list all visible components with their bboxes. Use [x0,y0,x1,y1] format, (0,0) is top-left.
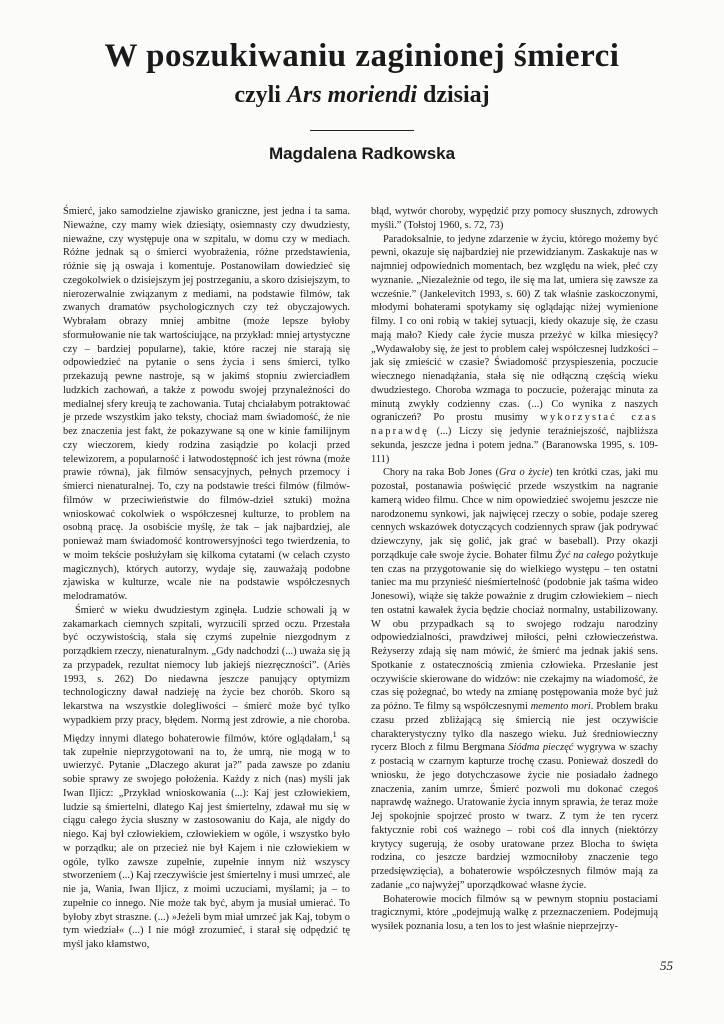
article-subtitle [40,80,684,110]
film-title-2: Żyć na całego [555,549,615,561]
article-author: Magdalena Radkowska [268,144,456,163]
title-divider [310,130,414,131]
subtitle-suffix: dzisiaj [417,82,490,108]
subtitle-latin-phrase: Ars moriendi [286,82,417,108]
film-title-1: Gra o życie [499,467,550,479]
left-text-column [63,205,350,951]
spaced-emphasis: wykorzystać czas naprawdę [371,412,658,437]
right-paragraph-3-part-1: Chory na raka Bob Jones ( [383,467,500,479]
page-number: 55 [660,958,673,973]
footnote-marker: 1 [332,728,337,739]
right-paragraph-1: błąd, wytwór choroby, wypędzić przy pomocy słusznych, zdrowych myśli.” (Tołstoj 1960, s. 72, 73) [371,206,658,231]
article-title: W poszukiwaniu zaginionej śmierci [104,38,620,74]
left-paragraph-1: Śmierć, jako samodzielne zjawisko graniczne, jest jedna i ta sama. Nieważne, czy mamy wiek dziesiąty, osiemnasty czy dwudziesty, nieważne, czy występuje ona w szpitalu, w domu czy w mediach. Różne jednak są o śmierci wyobrażenia, różne przedstawienia, różnie się ją oswaja i komentuje. Postanowiłam dowiedzieć się czegokolwiek o dzisiejszym jej postrzeganiu, a skoro dzisiejszym, to nierozerwalnie związanym z mediami, na podstawie filmów, tak zwanych dramatów psychologicznych czy też obyczajowych. Wybrałam obrazy mniej ambitne (może lepsze byłoby sformułowanie nie tak wartościujące, na przykład: mniej artystyczne czy – bardziej popularne), takie, które raczej nie starają się odpowiedzieć na pytanie o sens życia i sens śmierci, tylko przekazują pewne nastroje, są w jakimś stopniu zwierciadłem ludzkich zachowań, a także z powodu swojej przynależności do medialnej sfery kreują te zachowania. Tutaj chciałabym potraktować je przede wszystkim jako teksty, chociaż mam świadomość, że nie bez znaczenia jest fakt, że pokazywane są one w kinie familijnym czy wieczorem, kiedy rodzina zasiądzie po kolacji przed telewizorem, a popularność i łatwodostępność ich jest równa (może prawie równa), jak filmów sensacyjnych, pełnych przemocy i śmierci nienaturalnej. To, czy na podstawie treści filmów (filmów-filmów w przeciwieństwie do filmów-dzieł sztuki) można wnioskować cokolwiek o współczesnej kulturze, to problem na osobną pracę. Ja osobiście myślę, że tak – jak najbardziej, ale ponieważ mam świadomość kontrowersyjności tego twierdzenia, to w moim tekście posłużyłam się kilkoma cytatami (w celach czysto magicznych), których autorzy, wydaje się, zauważają podobne zjawiska w kulturze, wcale nie na podstawie współczesnych melodramatów. [63,206,350,602]
right-paragraph-3-part-3: pożytkuje ten czas na przygotowanie się do wielkiego występu – ten ostatni taniec ma mu przynieść nieśmiertelność (podobnie jak taśma wideo Jonesowi), wiąże się także poważnie z drugim człowiekiem – niech ten ostatni kawałek życia będzie chociaż normalny, ustabilizowany. W obu przypadkach są to swojego rodzaju narodziny odpowiedzialności, prawdziwej miłości, pełni człowieczeństwa. Reżyserzy zdają się nam mówić, że śmierć ma jednak jakiś sens. Spotkanie z ostatecznością zmienia człowieka. Przesłanie jest oczywiście skierowane do widzów: nie czekajmy na wiadomość, że czas się pożegnać, bo wtedy na zmianę postępowania może być już za późno. Te filmy są współczesnymi [371,549,658,712]
right-paragraph-2-part-2: (...) Liczy się jedynie teraźniejszość, najbliższa sekunda, jeszcze jedna i potem jedna.” (Baranowska 1995, s. 109-111) [371,426,658,465]
film-title-3: Siódma pieczęć [508,742,574,754]
right-text-column [371,205,658,932]
right-paragraph-3 [371,466,658,892]
right-paragraph-3-part-4: . Problem braku czasu przed zbliżającą się śmiercią nie jest oczywiście charakterystyczny tylko dla naszego wieku. Już średniowieczny rycerz Bloch z filmu Bergmana [371,701,658,754]
subtitle-prefix: czyli [234,82,287,108]
right-paragraph-2 [371,233,658,467]
memento-mori-phrase: memento mori [530,701,591,712]
right-paragraph-4: Bohaterowie mocich filmów są w pewnym stopniu postaciami tragicznymi, które „podejmują walkę z przeznaczeniem. Podejmują wysiłek poznania losu, a ten los to jest właśnie nieprzejrzy- [371,893,658,932]
left-paragraph-2-part-1: Śmierć w wieku dwudziestym zginęła. Ludzie schowali ją w zakamarkach ciemnych szpitali, wyrzucili sprzed oczu. Przestała być oczywistością, stała się czymś zupełnie niezgodnym z porządkiem rzeczy, nienaturalnym. „Gdy nadchodzi (...) uważa się ją za przypadek, rezultat niemocy lub jakiejś niezręczności”. (Ariès 1993, s. 262) Do niedawna jeszcze panujący optymizm technologiczny dawał nadzieję na życie bez chorób. Skoro są lekarstwa na wszystkie dolegliwości – śmierć może być tylko wypadkiem przy pracy, błędem. Normą jest zdrowie, a nie choroba. Między innymi dlatego bohaterowie filmów, które oglądałam, [63,604,350,744]
right-paragraph-2-part-1: Paradoksalnie, to jedyne zdarzenie w życiu, którego możemy być pewni, okazuje się najbardziej nie przewidzianym. Zaskakuje nas w najmniej odpowiednich momentach, bez względu na wiek, płeć czy wyznanie. „Niezależnie od tego, ile się ma lat, umiera się zawsze za wcześnie.” (Jankelevitch 1993, s. 60) Z tak właśnie zaskoczonymi, młodymi bohaterami spotykamy się oglądając niżej wymienione filmy. I co oni robią w takiej sytuacji, kiedy okazuje się, że czasu mają mało? Kiedy całe życie musza przeżyć w kilka miesięcy? „Wydawałoby się, że jest to problem całej współczesnej ludzkości – jak się zmieścić w czasie? Świadomość przyspieszenia, poczucie wiecznego nienadążania, stała się nie odłączną częścią wieku dwudziestego. Choroba wzmaga to poczucie, pożerając minuta za minutą zwykły codzienny czas. (...) Co wynika z naszych ograniczeń? Po prostu musimy [371,233,658,424]
right-paragraph-3-part-2: ) ten krótki czas, jaki mu pozostał, postanawia poświęcić przede wszystkim na nagranie kamerą wideo filmu. Chce w nim opowiedzieć swojemu jeszcze nie narodzonemu synkowi, jak najwięcej rzeczy o sobie, podaje szereg cennych wskazówek dotyczących codziennych spraw (jak podrywać dziewczyny, jak się golić, jak grać w baseball). Przy okazji porządkuje całe swoje życie. Bohater filmu [371,467,658,561]
left-paragraph-2 [63,604,350,952]
left-paragraph-2-part-2: są tak zupełnie nieprzygotowani na to, że umrą, nie mogą w to uwierzyć. Pytanie „Dlaczego akurat ja?” pada zawsze po zdaniu sobie sprawy ze swojego położenia. Każdy z nich (nas) myśli jak Iwan Iljicz: „Przykład wnioskowania (...): Kaj jest człowiekiem, ludzie są śmiertelni, dlatego Kaj jest śmiertelny, zdawał mu się w ciągu całego życia słuszny w zastosowaniu do Kaja, ale nigdy do niego. Kaj był człowiekiem, człowiekiem w ogóle, i wszystko było w porządku; ale on przecież nie był Kajem i nie człowiekiem w ogóle, tylko zawsze zupełnie, zupełnie innym niż wszyscy stworzeniem (...) Kaj rzeczywiście jest śmiertelny i musi umrzeć, ale nie ja, Wania, Iwan Iljicz, z moimi uczuciami, myślami; ja – to zupełnie co innego. Nie może tak być, abym ja musiał umierać. To byłoby zbyt straszne. (...) »Jeżeli bym miał umrzeć jak Kaj, tobym o tym wiedział« (...) I nie mógł zrozumieć, i starał się odpędzić tę myśl jako kłamstwo, [63,732,350,951]
right-paragraph-3-part-5: wygrywa w szachy z postacią w czarnym kapturze trochę czasu. Ponieważ doszedł do wniosku, że jego dotychczasowe życie nie posiadało żadnego znaczenia, zanim umrze, Śmierć pozwoli mu dokonać czegoś naprawdę ważnego. Uratowanie życia innym sprawia, że teraz może Jej spokojnie spojrzeć prosto w twarz. Z tym że ten rycerz faktycznie robi coś ważnego – robi coś dla innych (niektórzy krytycy sugerują, że osoby uratowane przez Blocha to święta rodzina, co jeszcze bardziej wzmocniłoby znaczenie tego przedsięwzięcia), a bohaterowie współczesnych filmów mają za zadanie „co najwyżej” uporządkować własne życie. [371,742,658,891]
